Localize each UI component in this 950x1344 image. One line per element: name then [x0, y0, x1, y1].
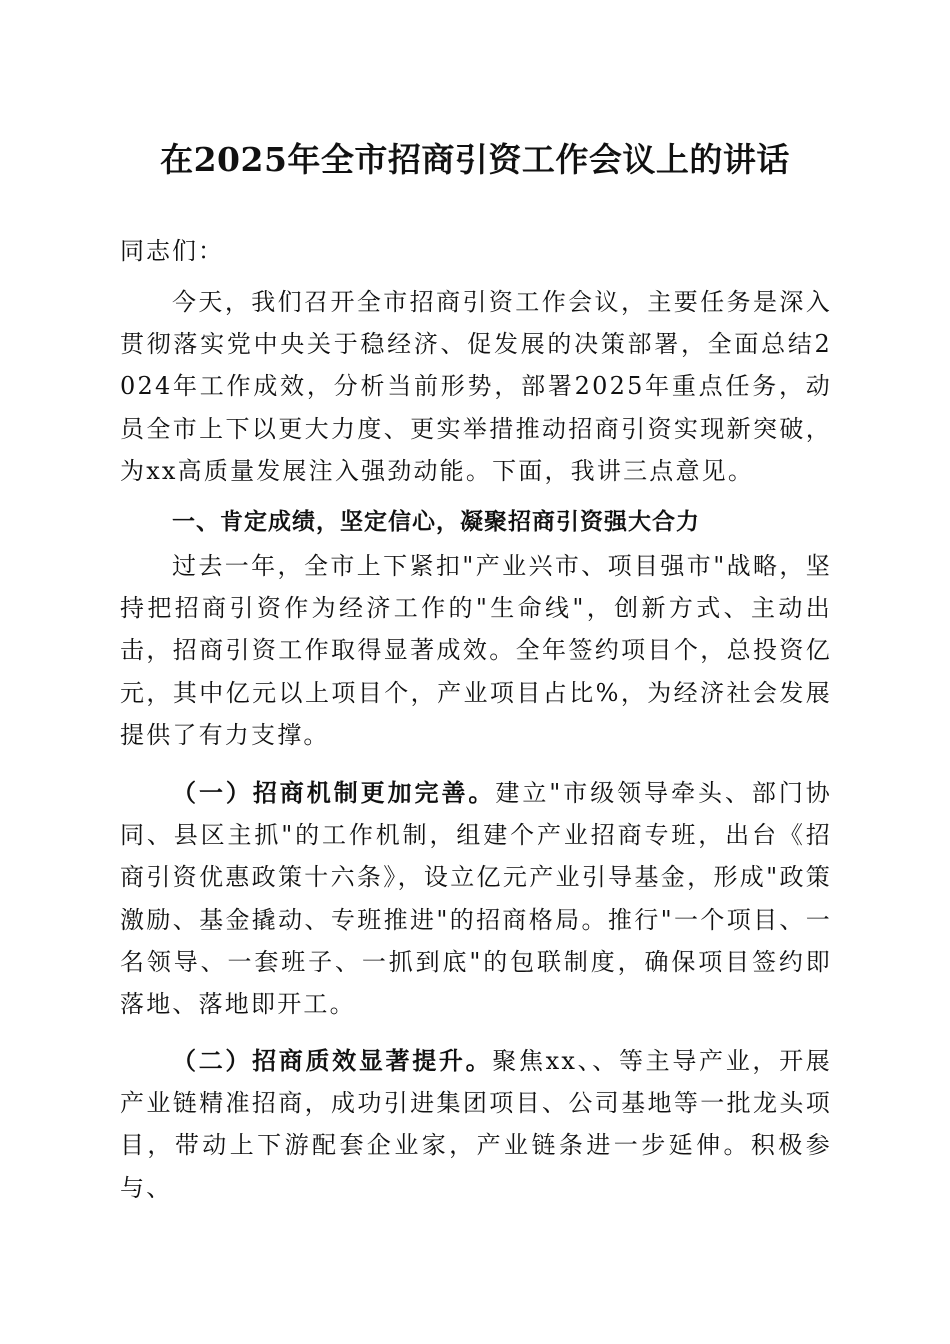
- document-title: 在2025年全市招商引资工作会议上的讲话: [160, 140, 790, 179]
- salutation: 同志们：: [120, 237, 224, 265]
- subsection-1-body: 建立"市级领导牵头、部门协同、县区主抓"的工作机制，组建个产业招商专班，出台《招商引资优惠政策十六条》，设立亿元产业引导基金，形成"政策激励、基金撬动、专班推进"的招商格局。推行"一个项目、一名领导、一套班子、一抓到底"的包联制度，确保项目签约即落地、落地即开工。: [120, 779, 833, 1019]
- subsection-2-paragraph: [120, 1040, 832, 1209]
- subsection-2-body: 聚焦xx、、等主导产业，开展产业链精准招商，成功引进集团项目、公司基地等一批龙头项目，带动上下游配套企业家，产业链条进一步延伸。积极参与、: [120, 1047, 832, 1202]
- section-heading-1: 一、肯定成绩，坚定信心，凝聚招商引资强大合力: [172, 509, 700, 535]
- subsection-2-lead: （二）招商质效显著提升。: [172, 1046, 493, 1075]
- subsection-1-lead: （一）招商机制更加完善。: [172, 778, 496, 807]
- section-1-paragraph: 过去一年，全市上下紧扣"产业兴市、项目强市"战略，坚持把招商引资作为经济工作的"生命线"，创新方式、主动出击，招商引资工作取得显著成效。全年签约项目个，总投资亿元，其中亿元以上项目个，产业项目占比%，为经济社会发展提供了有力支撑。: [120, 552, 832, 749]
- intro-paragraph: 今天，我们召开全市招商引资工作会议，主要任务是深入贯彻落实党中央关于稳经济、促发展的决策部署，全面总结2024年工作成效，分析当前形势，部署2025年重点任务，动员全市上下以更大力度、更实举措推动招商引资实现新突破，为xx高质量发展注入强劲动能。下面，我讲三点意见。: [120, 288, 832, 485]
- subsection-1-paragraph: [120, 772, 832, 1025]
